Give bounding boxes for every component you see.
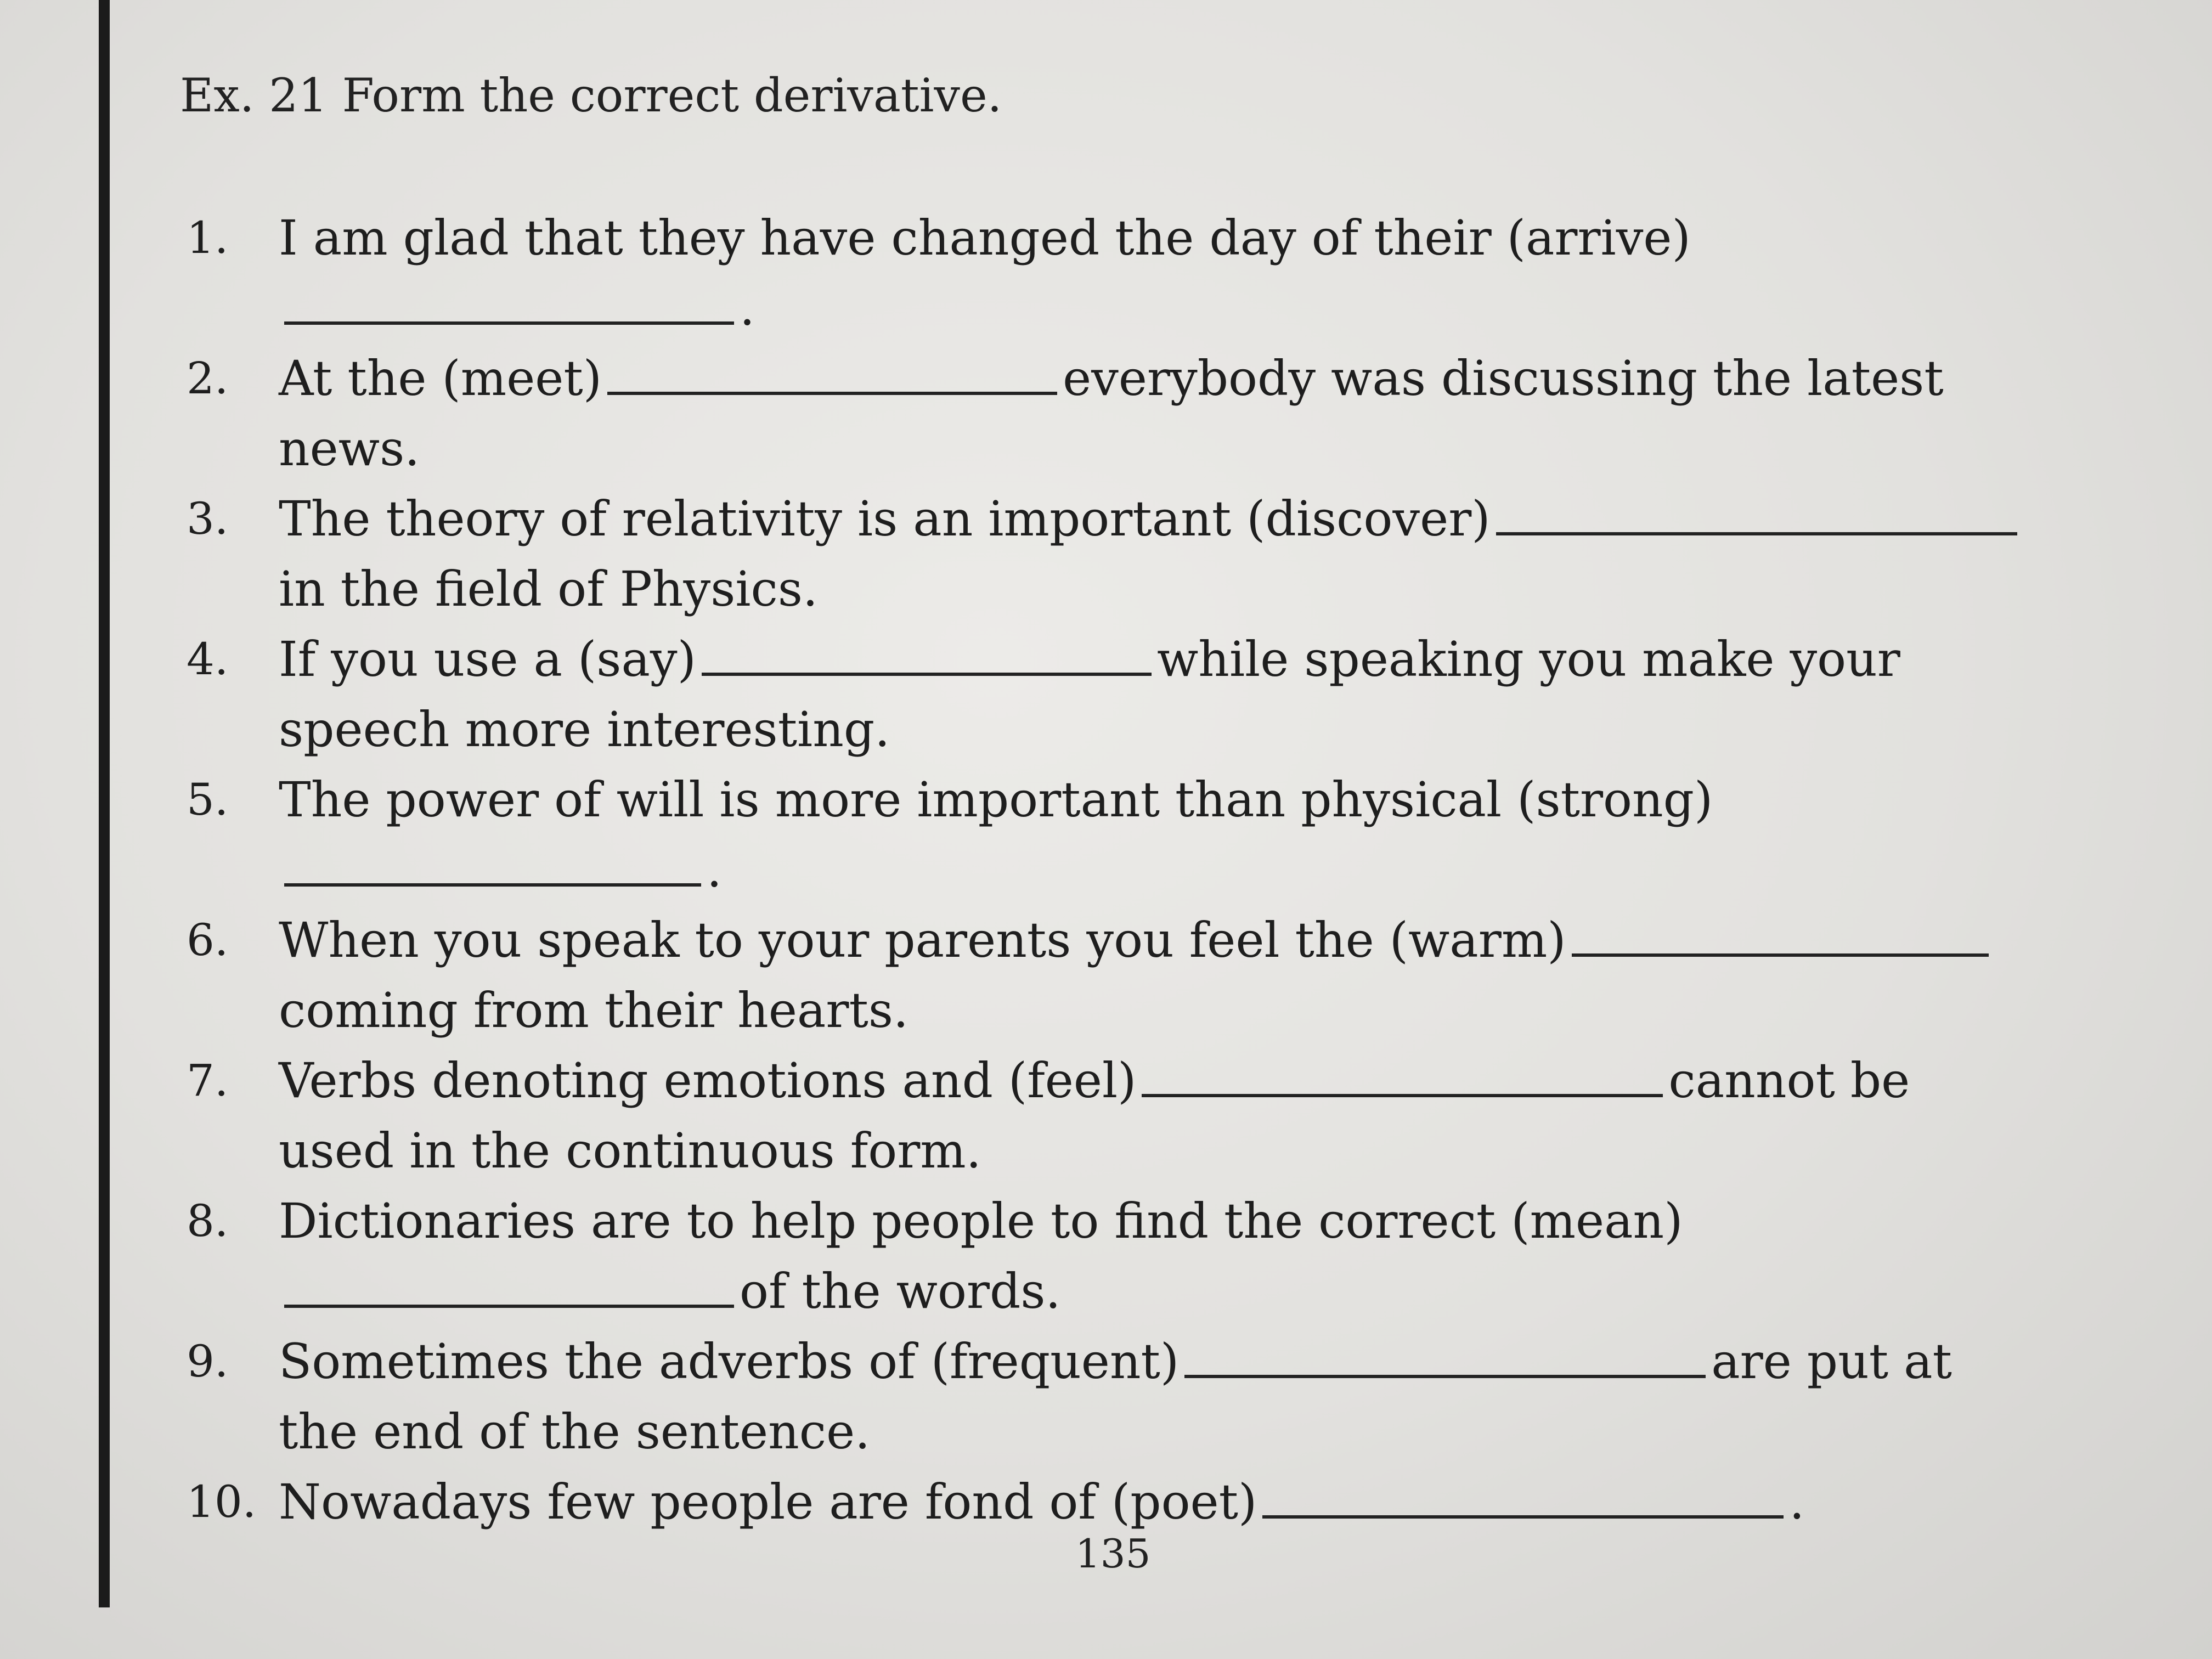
item-text-after: everybody was discussing the latest news. — [279, 350, 1944, 477]
item-text-before: Dictionaries are to help people to find the correct (mean) — [279, 1193, 1683, 1249]
exercise-item-5 — [187, 765, 2030, 905]
item-number: 9. — [187, 1336, 229, 1387]
answer-blank[interactable] — [1184, 1340, 1706, 1378]
answer-blank[interactable] — [1262, 1480, 1784, 1519]
item-number: 2. — [187, 353, 229, 404]
item-text-before: The theory of relativity is an important (discover) — [279, 490, 1491, 547]
item-text-after: are put at the end of the sentence. — [279, 1333, 1952, 1460]
item-number: 1. — [187, 212, 229, 263]
item-text-after: cannot be used in the continuous form. — [279, 1052, 1910, 1179]
item-number: 5. — [187, 774, 229, 825]
answer-blank[interactable] — [284, 286, 734, 325]
item-number: 6. — [187, 915, 229, 966]
exercise-item-1 — [187, 203, 2030, 343]
exercise-list — [187, 203, 2030, 1537]
item-number: 8. — [187, 1195, 229, 1246]
exercise-item-9 — [187, 1327, 2030, 1467]
answer-blank[interactable] — [1142, 1059, 1663, 1097]
item-text-after: coming from their hearts. — [279, 982, 909, 1039]
item-text-before: If you use a (say) — [279, 631, 696, 687]
exercise-item-8 — [187, 1186, 2030, 1327]
exercise-title: Ex. 21 Form the correct derivative. — [180, 69, 1002, 122]
exercise-item-7 — [187, 1046, 2030, 1186]
item-text-before: Verbs denoting emotions and (feel) — [279, 1052, 1137, 1109]
item-text-after: in the field of Physics. — [279, 561, 818, 617]
item-text-before: Sometimes the adverbs of (frequent) — [279, 1333, 1180, 1390]
exercise-item-10 — [187, 1467, 2030, 1537]
item-text-after: of the words. — [740, 1263, 1061, 1319]
exercise-item-4 — [187, 624, 2030, 765]
answer-blank[interactable] — [607, 357, 1057, 395]
item-text-after: while speaking you make your speech more interesting. — [279, 631, 1900, 758]
item-text-before: When you speak to your parents you feel the (warm) — [279, 912, 1566, 968]
exercise-item-2 — [187, 343, 2030, 484]
item-text-after: . — [1789, 1474, 1805, 1530]
item-text-after: . — [740, 280, 755, 336]
exercise-item-3 — [187, 484, 2030, 624]
page-number: 135 — [1075, 1531, 1151, 1577]
item-text-before: Nowadays few people are fond of (poet) — [279, 1474, 1257, 1530]
item-text-before: I am glad that they have changed the day of their (arrive) — [279, 210, 1691, 266]
answer-blank[interactable] — [284, 1269, 734, 1308]
item-number: 10. — [187, 1476, 257, 1527]
answer-blank[interactable] — [1572, 918, 1989, 957]
item-number: 3. — [187, 493, 229, 544]
item-number: 7. — [187, 1055, 229, 1106]
answer-blank[interactable] — [284, 848, 701, 887]
item-number: 4. — [187, 634, 229, 685]
answer-blank[interactable] — [1496, 497, 2017, 535]
answer-blank[interactable] — [702, 637, 1152, 676]
exercise-item-6 — [187, 905, 2030, 1046]
item-text-after: . — [707, 842, 722, 898]
item-text-before: The power of will is more important than physical (strong) — [279, 771, 1713, 828]
item-text-before: At the (meet) — [279, 350, 602, 407]
binding-line — [99, 0, 110, 1607]
